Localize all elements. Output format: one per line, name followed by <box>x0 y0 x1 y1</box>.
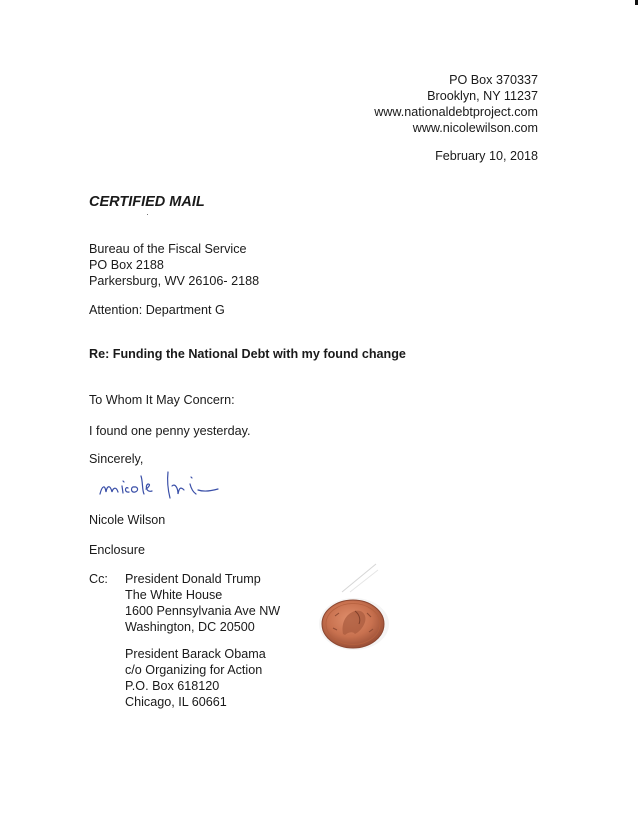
cc-line: President Barack Obama <box>125 647 266 661</box>
cc-recipient <box>125 646 266 710</box>
sender-address-line: Brooklyn, NY 11237 <box>427 89 538 103</box>
cc-line: c/o Organizing for Action <box>125 663 263 677</box>
sender-address <box>374 72 538 136</box>
cc-line: 1600 Pennsylvania Ave NW <box>125 604 281 618</box>
signer-name: Nicole Wilson <box>89 513 166 527</box>
penny-coin-image <box>315 594 393 652</box>
sender-address-line: PO Box 370337 <box>449 73 538 87</box>
handwritten-signature <box>96 466 236 502</box>
cc-line: P.O. Box 618120 <box>125 679 220 693</box>
cc-label: Cc: <box>89 572 108 586</box>
closing: Sincerely, <box>89 452 144 466</box>
sender-website-line: www.nicolewilson.com <box>412 121 538 135</box>
attention-line: Attention: Department G <box>89 303 225 317</box>
sender-website-line: www.nationaldebtproject.com <box>374 105 538 119</box>
cc-line: Washington, DC 20500 <box>125 620 255 634</box>
recipient-line: Bureau of the Fiscal Service <box>89 242 247 256</box>
subject-line: Re: Funding the National Debt with my found change <box>89 347 406 361</box>
salutation: To Whom It May Concern: <box>89 393 235 407</box>
letter-body: I found one penny yesterday. <box>89 424 251 438</box>
cc-recipient <box>125 571 280 635</box>
enclosure-note: Enclosure <box>89 543 146 557</box>
coin-glare <box>340 560 380 594</box>
recipient-line: Parkersburg, WV 26106- 2188 <box>89 274 260 288</box>
recipient-address <box>89 241 259 289</box>
scan-speck <box>147 214 148 215</box>
cc-line: The White House <box>125 588 223 602</box>
mail-type-heading: CERTIFIED MAIL <box>89 194 205 210</box>
cc-line: Chicago, IL 60661 <box>125 695 227 709</box>
recipient-line: PO Box 2188 <box>89 258 164 272</box>
letter-date: February 10, 2018 <box>435 149 538 163</box>
cc-line: President Donald Trump <box>125 572 261 586</box>
